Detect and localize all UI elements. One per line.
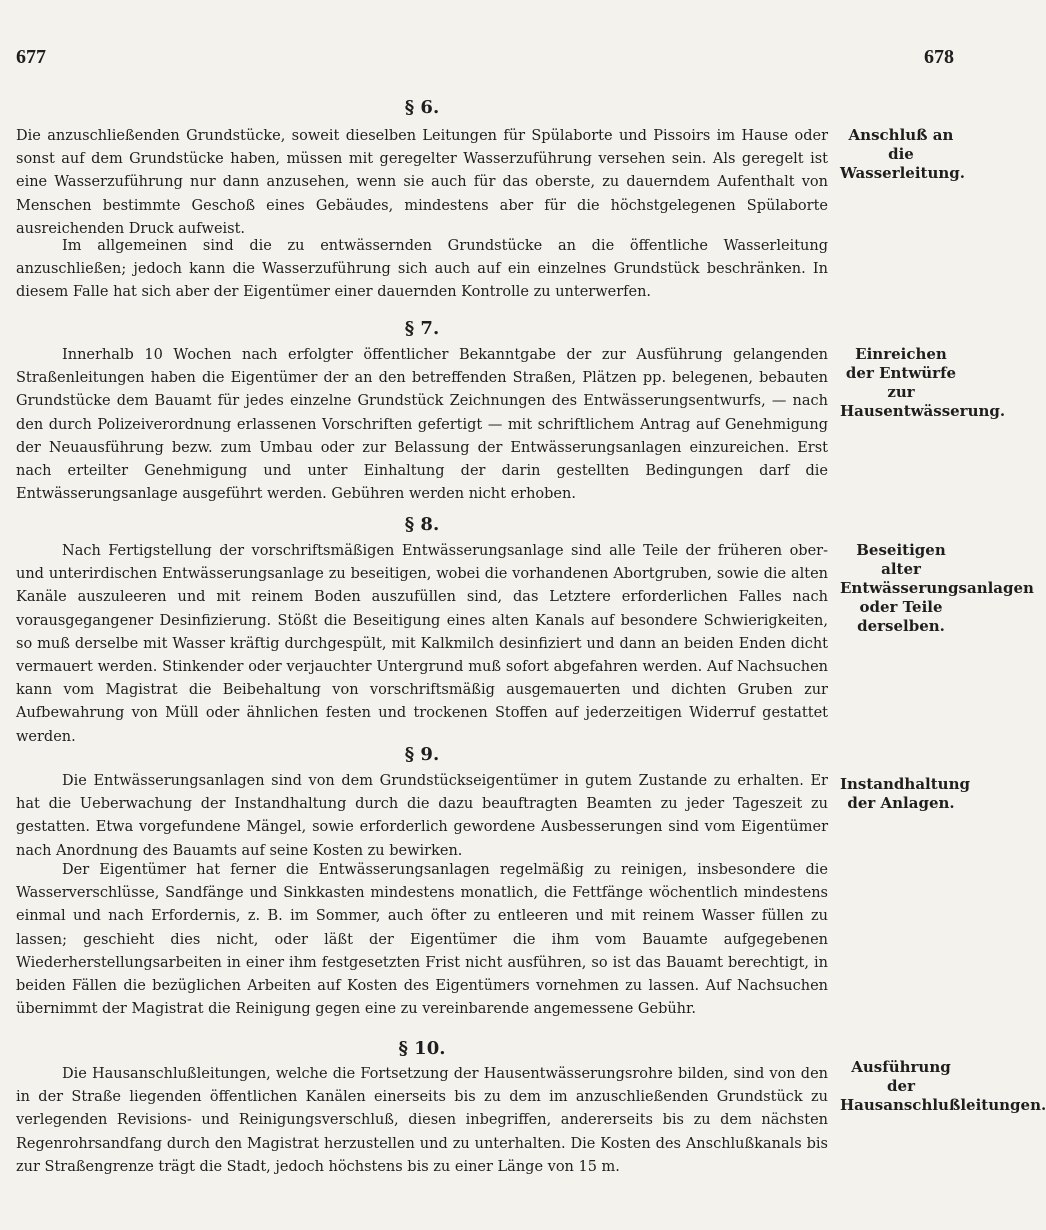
section-6-paragraph-1: Die anzuschließenden Grundstücke, soweit dieselben Leitungen für Spülaborte und Pissoirs im Hause oder sonst auf dem Grundstücke haben, müssen mit geregelter Wasserzuführung versehen sein. Als geregelt ist eine Wasserzuführung nur dann anzusehen, wenn sie auch für das oberste, zu dauerndem Aufenthalt von Menschen bestimmte Geschoß eines Gebäudes, mindestens aber für die höchstgelegenen Spülaborte ausreichenden Druck aufweist. bbox=[16, 128, 828, 237]
page-number-left: 677 bbox=[16, 46, 46, 68]
section-9-paragraph-1: Die Entwässerungsanlagen sind von dem Grundstückseigentümer in gutem Zustande zu erhalten. Er hat die Ueberwachung der Instandhaltung durch die dazu beauftragten Beamten zu jeder Tageszeit zu gestatten. Etwa vorgefundene Mängel, sowie erforderlich gewordene Ausbesserungen sind vom Eigentümer nach Anordnung des Bauamts auf seine Kosten zu bewirken. bbox=[16, 773, 828, 859]
section-heading-9: § 9. bbox=[404, 744, 440, 765]
sidenote-ausfuehrung: Ausführung der Hausanschlußleitungen. bbox=[840, 1058, 1046, 1114]
section-6-paragraph-2: Im allgemeinen sind die zu entwässernden Grundstücke an die öffentliche Wasserleitung anzuschließen; jedoch kann die Wasserzuführung sich auch auf ein einzelnes Grundstück beschränken. In diesem Falle hat sich aber der Eigentümer einer dauernden Kontrolle zu unterwerfen. bbox=[16, 238, 828, 301]
section-heading-6: § 6. bbox=[404, 97, 440, 118]
sidenote-anschluss: Anschluß an die Wasserleitung. bbox=[840, 126, 965, 182]
section-9-paragraph-2: Der Eigentümer hat ferner die Entwässerungsanlagen regelmäßig zu reinigen, insbesondere die Wasserverschlüsse, Sandfänge und Sinkkasten mindestens monatlich, die Fettfänge wöchentlich mindestens einmal und nach Erfordernis, z. B. im Sommer, auch öfter zu entleeren und mit reinem Wasser füllen zu lassen; geschieht dies nicht, oder läßt der Eigentümer die ihm vom Bauamte aufgegebenen Wiederherstellungsarbeiten in einer ihm festgesetzten Frist nicht ausführen, so ist das Bauamt berechtigt, in beiden Fällen die bezüglichen Arbeiten auf Kosten des Eigentümers vornehmen zu lassen. Auf Nachsuchen übernimmt der Magistrat die Reinigung gegen eine zu vereinbarende angemessene Gebühr. bbox=[16, 862, 828, 1018]
section-heading-7: § 7. bbox=[404, 318, 440, 339]
section-7-paragraph-1: Innerhalb 10 Wochen nach erfolgter öffentlicher Bekanntgabe der zur Ausführung gelangenden Straßenleitungen haben die Eigentümer der an den betreffenden Straßen, Plätzen pp. belegenen, bebauten Grundstücke dem Bauamt für jedes einzelne Grundstück Zeichnungen des Entwässerungsentwurfs, — nach den durch Polizeiverordnung erlassenen Vorschriften gefertigt — mit schriftlichem Antrag auf Genehmigung der Neuausführung bezw. zum Umbau oder zur Belassung der Entwässerungsanlagen einzureichen. Erst nach erteilter Genehmigung und unter Einhaltung der darin gestellten Bedingungen darf die Entwässerungsanlage ausgeführt werden. Gebühren werden nicht erhoben. bbox=[16, 347, 828, 503]
section-heading-10: § 10. bbox=[398, 1038, 446, 1059]
sidenote-einreichen: Einreichen der Entwürfe zur Hausentwässerung. bbox=[840, 345, 1006, 420]
section-10-paragraph-1: Die Hausanschlußleitungen, welche die Fortsetzung der Hausentwässerungsrohre bilden, sind von den in der Straße liegenden öffentlichen Kanälen einerseits bis zu dem im anzuschließenden Grundstück zu verlegenden Revisions- und Reinigungsverschluß, diesen inbegriffen, andererseits bis zu dem nächsten Regenrohrsandfang durch den Magistrat herzustellen und zu unterhalten. Die Kosten des Anschlußkanals bis zur Straßengrenze trägt die Stadt, jedoch höchstens bis zu einer Länge von 15 m. bbox=[16, 1066, 828, 1175]
sidenote-beseitigen: Beseitigen alter Entwässerungsanlagen oder Teile derselben. bbox=[840, 541, 1034, 635]
page-number-right: 678 bbox=[924, 46, 954, 68]
section-8-paragraph-1: Nach Fertigstellung der vorschriftsmäßigen Entwässerungsanlage sind alle Teile der früheren ober- und unterirdischen Entwässerungsanlage zu beseitigen, wobei die vorhandenen Abortgruben, sowie die alten Kanäle auszuleeren und mit reinem Boden auszufüllen sind, das Letztere erforderlichen Falles nach vorausgegangener Desinfizierung. Stößt die Beseitigung eines alten Kanals auf besondere Schwierigkeiten, so muß derselbe mit Wasser kräftig durchgespült, mit Kalkmilch desinfiziert und dann an beiden Enden dicht vermauert werden. Stinkender oder verjauchter Untergrund muß sofort abgefahren werden. Auf Nachsuchen kann vom Magistrat die Beibehaltung von vorschriftsmäßig ausgemauerten und dichten Gruben zur Aufbewahrung von Müll oder ähnlichen festen und trockenen Stoffen auf jederzeitigen Widerruf gestattet werden. bbox=[16, 543, 828, 745]
section-heading-8: § 8. bbox=[404, 514, 440, 535]
sidenote-instandhaltung: Instandhaltung der Anlagen. bbox=[840, 775, 970, 812]
